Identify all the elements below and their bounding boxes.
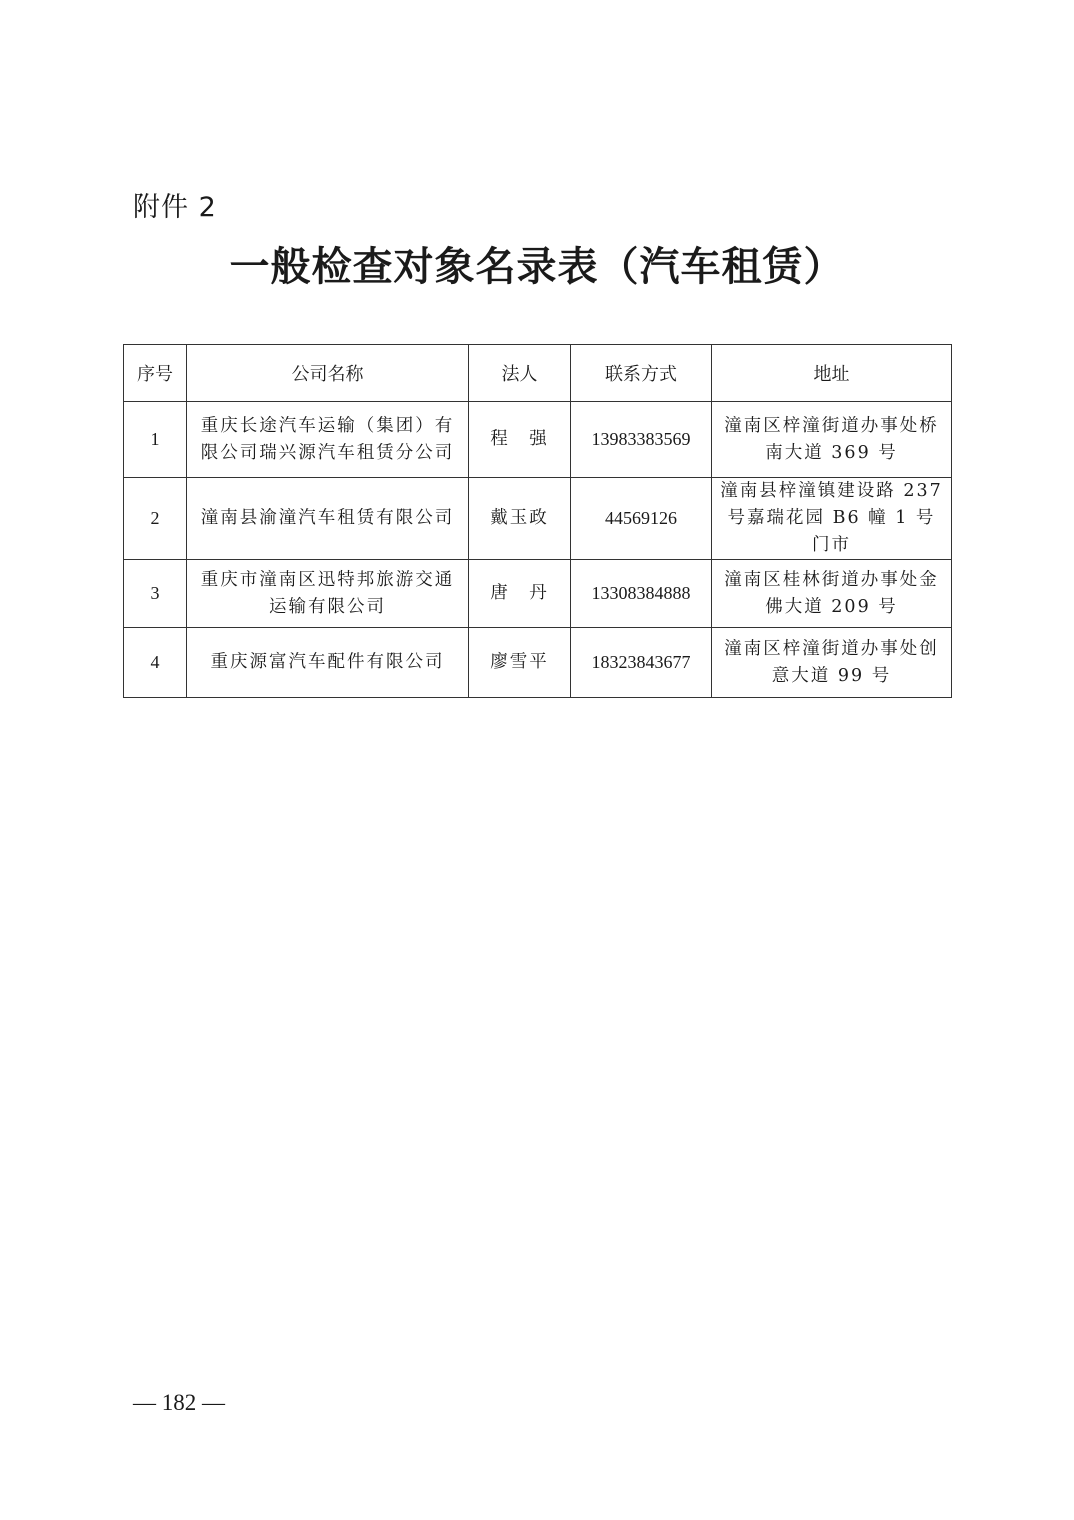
header-address: 地址 xyxy=(712,345,952,402)
cell-legal-person: 程 强 xyxy=(469,402,571,478)
header-legal-person: 法人 xyxy=(469,345,571,402)
cell-company: 重庆源富汽车配件有限公司 xyxy=(187,628,469,698)
cell-contact: 13983383569 xyxy=(571,402,712,478)
table-row xyxy=(124,560,952,628)
cell-company: 重庆市潼南区迅特邦旅游交通运输有限公司 xyxy=(187,560,469,628)
table-row xyxy=(124,402,952,478)
cell-index: 2 xyxy=(124,478,187,560)
cell-legal-person: 唐 丹 xyxy=(469,560,571,628)
cell-legal-person: 戴玉政 xyxy=(469,478,571,560)
table-row xyxy=(124,628,952,698)
cell-contact: 44569126 xyxy=(571,478,712,560)
cell-contact: 13308384888 xyxy=(571,560,712,628)
cell-index: 1 xyxy=(124,402,187,478)
roster-table xyxy=(123,344,952,698)
cell-address: 潼南区梓潼街道办事处桥南大道 369 号 xyxy=(712,402,952,478)
cell-address: 潼南区梓潼街道办事处创意大道 99 号 xyxy=(712,628,952,698)
table-header-row xyxy=(124,345,952,402)
cell-index: 3 xyxy=(124,560,187,628)
page-title: 一般检查对象名录表（汽车租赁） xyxy=(229,244,845,290)
cell-company: 潼南县渝潼汽车租赁有限公司 xyxy=(187,478,469,560)
cell-company: 重庆长途汽车运输（集团）有限公司瑞兴源汽车租赁分公司 xyxy=(187,402,469,478)
cell-contact: 18323843677 xyxy=(571,628,712,698)
cell-address: 潼南区桂林街道办事处金佛大道 209 号 xyxy=(712,560,952,628)
header-contact: 联系方式 xyxy=(571,345,712,402)
cell-legal-person: 廖雪平 xyxy=(469,628,571,698)
cell-index: 4 xyxy=(124,628,187,698)
header-index: 序号 xyxy=(124,345,187,402)
cell-address: 潼南县梓潼镇建设路 237 号嘉瑞花园 B6 幢 1 号门市 xyxy=(712,478,952,560)
page-number: — 182 — xyxy=(133,1390,225,1415)
table-row xyxy=(124,478,952,560)
attachment-label: 附件 2 xyxy=(133,192,217,223)
header-company: 公司名称 xyxy=(187,345,469,402)
